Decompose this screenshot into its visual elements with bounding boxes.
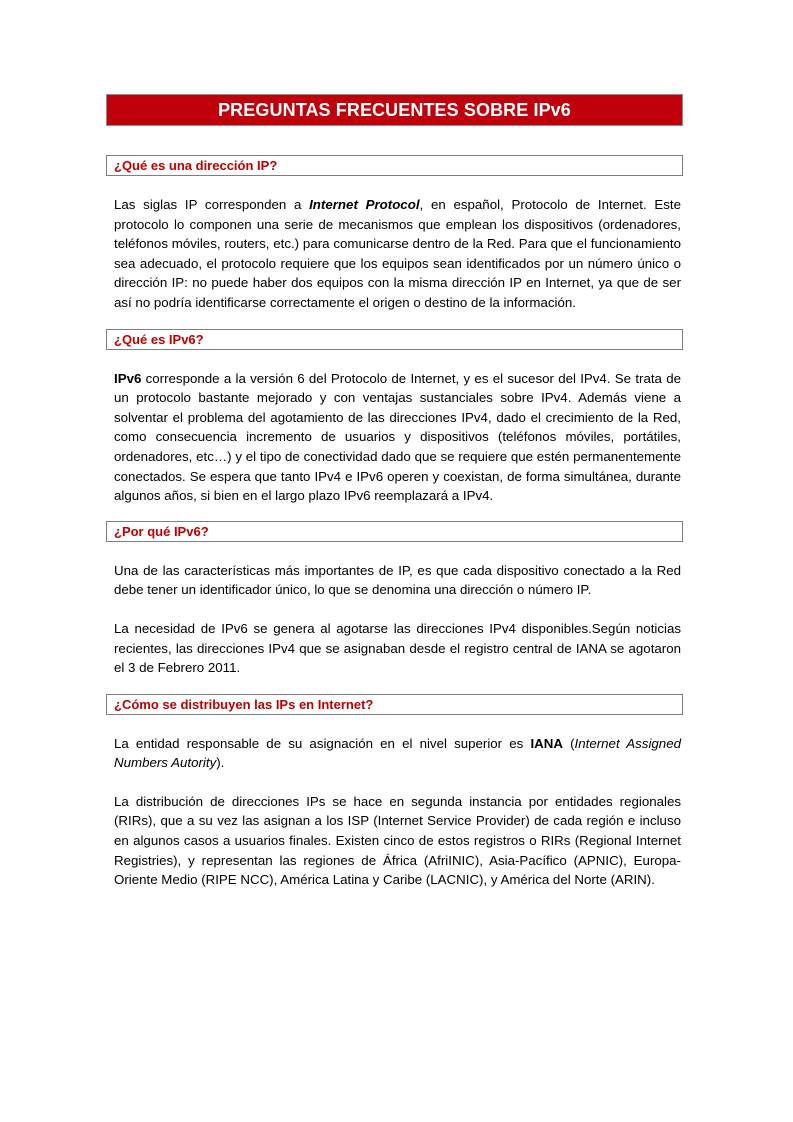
section-heading-ip-distribution: ¿Cómo se distribuyen las IPs en Internet? — [106, 694, 683, 715]
text-run: corresponde a la versión 6 del Protocolo de Internet, y es el sucesor del IPv4. Se trata de un protocolo bastante mejorado y con ventajas sustanciales sobre IPv4. Además viene a solventar el problema del agotamiento de las direcciones IPv4, dado el crecimiento de la Red, como consecuencia incremento de usuarios y dispositivos (teléfonos móviles, portátiles, ordenadores, etc…) y el tipo de conectividad dado que se requiere que estén permanentemente conectados. Se espera que tanto IPv4 e IPv6 operen y coexistan, de forma simultánea, durante algunos años, si bien en el largo plazo IPv6 reemplazará a IPv4. — [114, 370, 681, 504]
text-run: La entidad responsable de su asignación en el nivel superior es — [114, 735, 531, 751]
emphasis-iana-expansion: Internet Assigned Numbers Autority — [114, 735, 681, 771]
section-heading-ip-address: ¿Qué es una dirección IP? — [106, 155, 683, 176]
text-run: ( — [562, 735, 575, 751]
paragraph-ip-definition — [106, 195, 683, 313]
paragraph-ipv6-definition — [106, 369, 683, 506]
text-run: ). — [216, 755, 225, 771]
paragraph-unique-identifier: Una de las características más importantes de IP, es que cada dispositivo conectado a la Red debe tener un identificador único, lo que se denomina una dirección o número IP. — [114, 562, 681, 598]
document-title: PREGUNTAS FRECUENTES SOBRE IPv6 — [106, 94, 683, 126]
text-run: , en español, Protocolo de Internet. Este protocolo lo componen una serie de mecanismos que emplean los dispositivos (ordenadores, teléfonos móviles, routers, etc.) para comunicarse dentro de la Red. Para que el funcionamiento sea adecuado, el protocolo requiere que los equipos sean identificados por un número único o dirección IP: no puede haber dos equipos con la misma dirección IP en Internet, ya que de ser así no podría identificarse correctamente el origen o destino de la información. — [114, 197, 682, 310]
paragraph-rirs: La distribución de direcciones IPs se hace en segunda instancia por entidades regionales (RIRs), que a su vez las asignan a los ISP (Internet Service Provider) de cada región e incluso en algunos casos a usuarios finales. Existen cinco de estos registros o RIRs (Regional Internet Registries), y representan las regiones de África (AfriINIC), Asia-Pacífico (APNIC), Europa-Oriente Medio (RIPE NCC), América Latina y Caribe (LACNIC), y América del Norte (ARIN). — [114, 793, 681, 888]
paragraph-iana — [106, 734, 683, 773]
emphasis-internet-protocol: Internet Protocol — [309, 197, 420, 212]
emphasis-iana: IANA — [530, 735, 563, 751]
section-heading-why-ipv6: ¿Por qué IPv6? — [106, 521, 683, 542]
paragraph-ipv4-exhaustion: La necesidad de IPv6 se genera al agotarse las direcciones IPv4 disponibles.Según noticias recientes, las direcciones IPv4 que se asignaban desde el registro central de IANA se agotaron el 3 de Febrero 2011. — [114, 620, 681, 676]
text-run: Las siglas IP corresponden a — [114, 197, 310, 212]
emphasis-ipv6: IPv6 — [114, 370, 142, 386]
section-heading-ipv6: ¿Qué es IPv6? — [106, 329, 683, 350]
document-page — [106, 94, 683, 890]
